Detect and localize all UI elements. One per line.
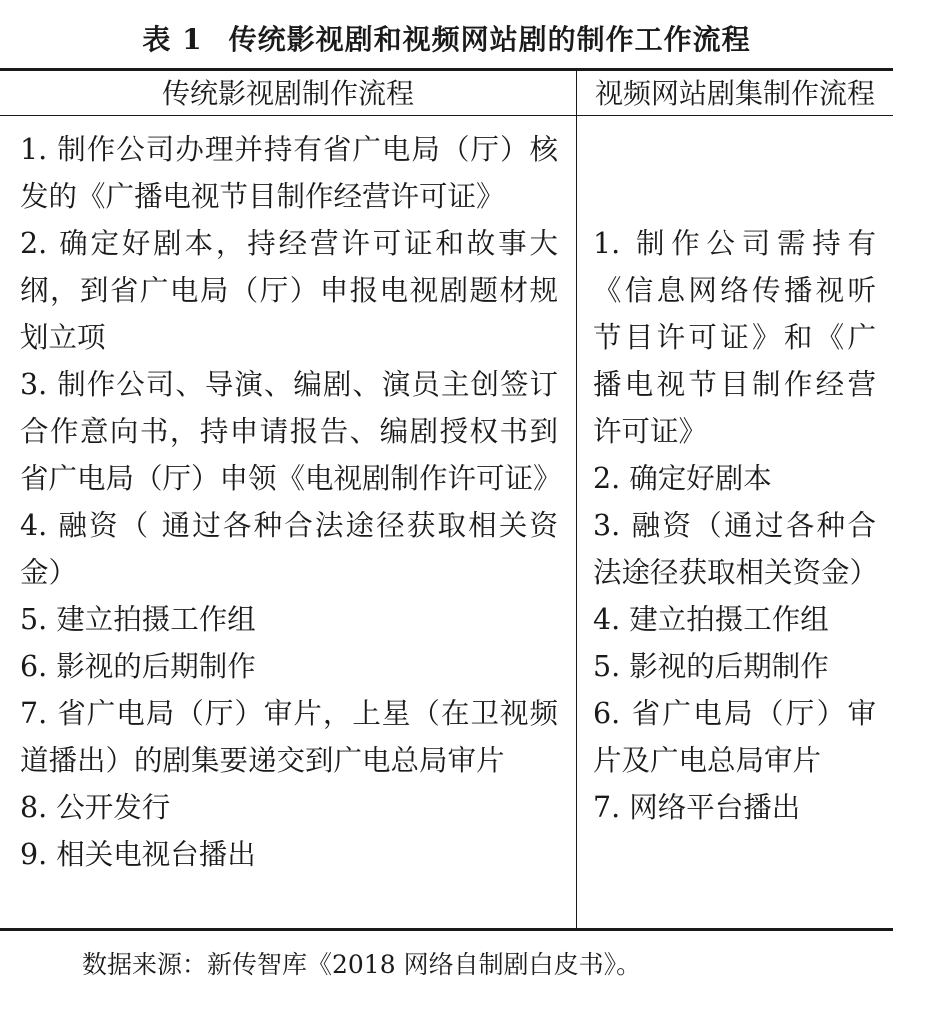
traditional-step: 7. 省广电局（厅）审片，上星（在卫视频道播出）的剧集要递交到广电总局审片 <box>20 697 558 777</box>
web-step: 4. 建立拍摄工作组 <box>593 603 829 636</box>
traditional-step: 9. 相关电视台播出 <box>20 838 256 871</box>
web-step: 5. 影视的后期制作 <box>593 650 829 683</box>
traditional-step: 3. 制作公司、导演、编剧、演员主创签订合作意向书，持申请报告、编剧授权书到省广电局（厅）申领《电视剧制作许可证》 <box>20 368 562 495</box>
table-bottom-rule <box>0 928 893 931</box>
table-header-rule <box>0 115 893 116</box>
header-web: 视频网站剧集制作流程 <box>594 77 875 110</box>
traditional-step: 8. 公开发行 <box>20 791 171 824</box>
web-step: 1. 制作公司需持有《信息网络传播视听节目许可证》和《广播电视节目制作经营许可证》 <box>593 227 876 448</box>
header-traditional: 传统影视剧制作流程 <box>161 77 414 110</box>
web-step: 7. 网络平台播出 <box>593 791 801 824</box>
table-title: 传统影视剧和视频网站剧的制作工作流程 <box>228 23 751 56</box>
traditional-step: 6. 影视的后期制作 <box>20 650 256 683</box>
traditional-step: 1. 制作公司办理并持有省广电局（厅）核发的《广播电视节目制作经营许可证》 <box>20 133 558 213</box>
traditional-steps-list <box>20 126 562 878</box>
web-step: 6. 省广电局（厅）审片及广电总局审片 <box>593 697 876 777</box>
traditional-step: 4. 融资（ 通过各种合法途径获取相关资金） <box>20 509 558 589</box>
web-step: 3. 融资（通过各种合法途径获取相关资金） <box>593 509 879 589</box>
source-note: 数据来源：新传智库《2018 网络自制剧白皮书》。 <box>82 950 642 979</box>
table-top-rule <box>0 68 893 71</box>
column-divider <box>576 71 577 928</box>
table-caption <box>0 18 893 58</box>
table-label: 表 1 <box>142 23 203 56</box>
traditional-step: 5. 建立拍摄工作组 <box>20 603 256 636</box>
traditional-step: 2. 确定好剧本，持经营许可证和故事大纲，到省广电局（厅）申报电视剧题材规划立项 <box>20 227 558 354</box>
web-step: 2. 确定好剧本 <box>593 462 772 495</box>
web-steps-list <box>593 220 879 831</box>
